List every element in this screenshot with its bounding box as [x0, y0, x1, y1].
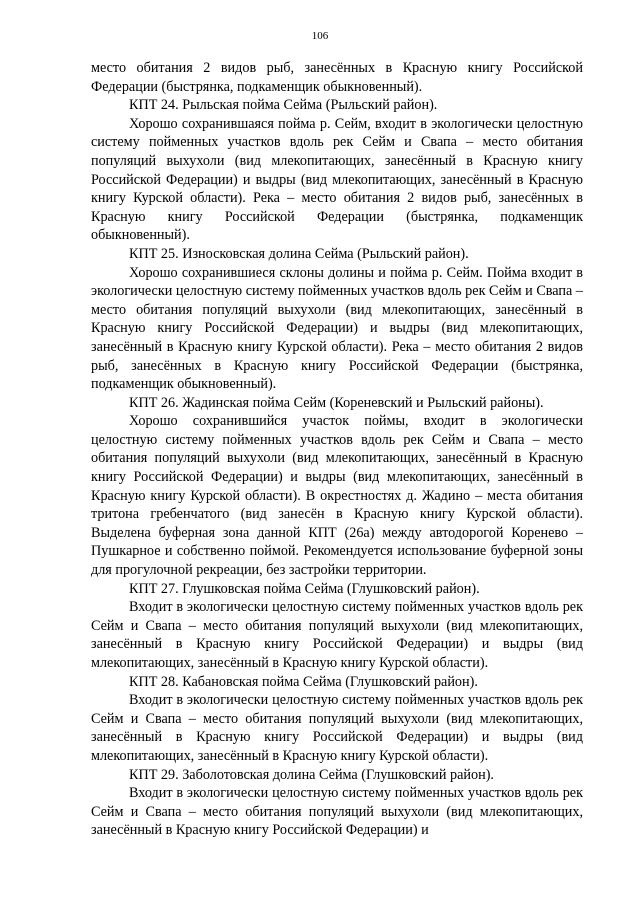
paragraph-kpt-24: Хорошо сохранившаяся пойма р. Сейм, входит в экологически целостную систему пойменных участков вдоль рек Сейм и Свапа – место обитания популяций выхухоли (вид млекопитающих, занесённый в Красную книгу Российской Федерации) и выдры (вид млекопитающих, занесённый в Красную книгу Курской области). Река – место обитания 2 видов рыб, занесённых в Красную книгу Российской Федерации (быстрянка, подкаменщик обыкновенный).	[91, 115, 583, 244]
paragraph-kpt-26: Хорошо сохранившийся участок поймы, входит в экологически целостную систему пойменных участков вдоль рек Сейм и Свапа – место обитания популяций выхухоли (вид млекопитающих, занесённый в Красную книгу Российской Федерации) и выдры (вид млекопитающих, занесённый в Красную книгу Курской области). В окрестностях д. Жадино – места обитания тритона гребенчатого (вид занесён в Красную книгу Курской области). Выделена буферная зона данной КПТ (26а) между автодорогой Коренево – Пушкарное и собственно поймой. Рекомендуется использование буферной зоны для прогулочной рекреации, без застройки территории.	[91, 413, 583, 579]
heading-kpt-26: КПТ 26. Жадинская пойма Сейм (Кореневский и Рыльский районы).	[129, 394, 544, 411]
heading-kpt-24: КПТ 24. Рыльская пойма Сейма (Рыльский район).	[129, 97, 438, 114]
heading-kpt-27: КПТ 27. Глушковская пойма Сейма (Глушковский район).	[129, 580, 480, 597]
paragraph-kpt-27: Входит в экологически целостную систему пойменных участков вдоль рек Сейм и Свапа – место обитания популяций выхухоли (вид млекопитающих, занесённый в Красную книгу Российской Федерации) и выдры (вид млекопитающих, занесённый в Красную книгу Курской области).	[91, 599, 583, 671]
document-body	[91, 59, 583, 840]
paragraph-kpt-29: Входит в экологически целостную систему пойменных участков вдоль рек Сейм и Свапа – место обитания популяций выхухоли (вид млекопитающих, занесённый в Красную книгу Российской Федерации) и	[91, 785, 583, 839]
heading-kpt-28: КПТ 28. Кабановская пойма Сейма (Глушковский район).	[129, 673, 478, 690]
paragraph-kpt-25: Хорошо сохранившиеся склоны долины и пойма р. Сейм. Пойма входит в экологически целостную систему пойменных участков вдоль рек Сейм и Свапа – место обитания популяций выхухоли (вид млекопитающих, занесённый в Красную книгу Российской Федерации) и выдры (вид млекопитающих, занесённый в Красную книгу Курской области). Река – место обитания 2 видов рыб, занесённых в Красную книгу Российской Федерации (быстрянка, подкаменщик обыкновенный).	[91, 264, 583, 393]
paragraph-continuation: место обитания 2 видов рыб, занесённых в Красную книгу Российской Федерации (быстрянка, подкаменщик обыкновенный).	[91, 60, 583, 95]
heading-kpt-25: КПТ 25. Износковская долина Сейма (Рыльский район).	[129, 245, 469, 262]
page-number: 106	[311, 30, 329, 42]
paragraph-kpt-28: Входит в экологически целостную систему пойменных участков вдоль рек Сейм и Свапа – место обитания популяций выхухоли (вид млекопитающих, занесённый в Красную книгу Российской Федерации) и выдры (вид млекопитающих, занесённый в Красную книгу Курской области).	[91, 692, 583, 764]
heading-kpt-29: КПТ 29. Заболотовская долина Сейма (Глушковский район).	[129, 766, 494, 783]
